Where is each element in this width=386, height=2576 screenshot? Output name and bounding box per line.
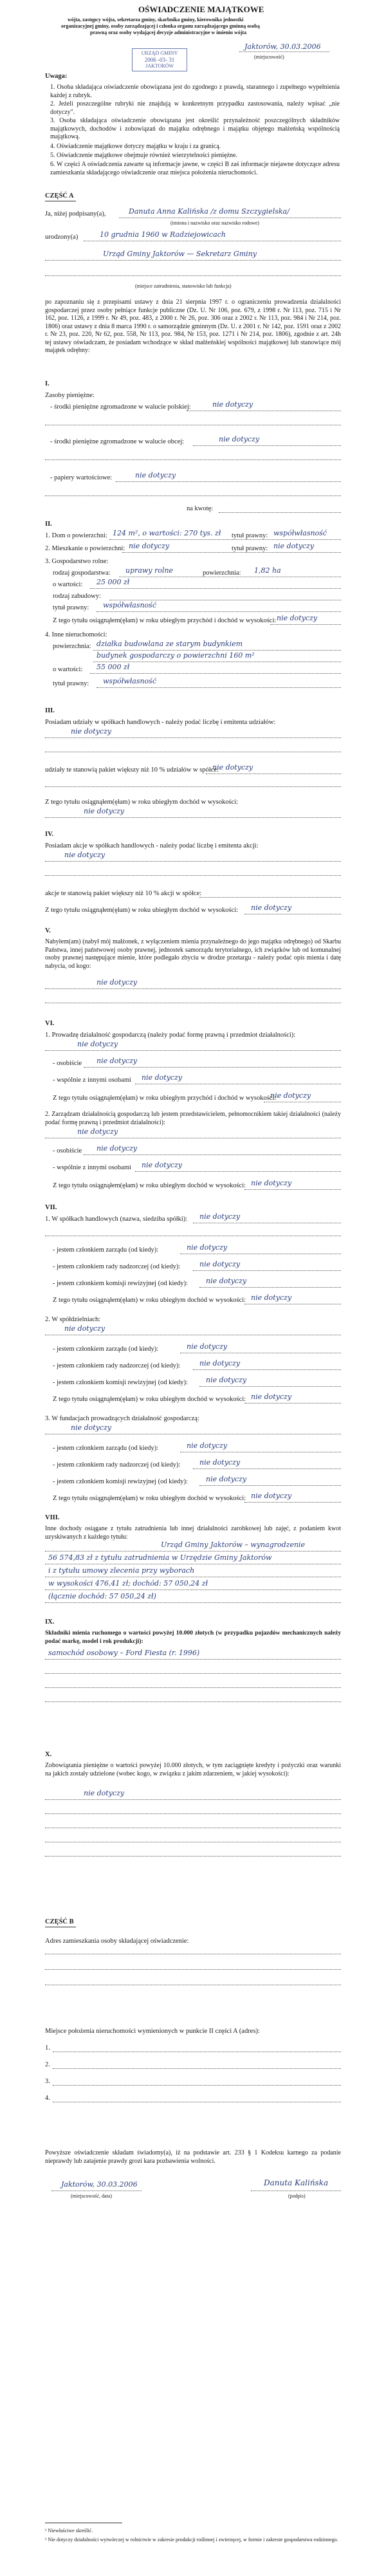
section-vii-2-rewizyjna-value: nie dotyczy bbox=[206, 1376, 247, 1384]
section-vi-1-osobiscie-value: nie dotyczy bbox=[96, 1057, 138, 1065]
employment-caption: (miejsce zatrudnienia, stanowisko lub funkcja) bbox=[135, 283, 232, 289]
uwaga-item-1: 1. Osoba składająca oświadczenie obowiązana jest do zgodnego z prawdą, starannego i zupełnego wypełnienia każdej z rubryk. bbox=[50, 84, 340, 99]
section-vii-1-value: nie dotyczy bbox=[199, 1212, 241, 1221]
miejsce-item-4: 4. bbox=[45, 2095, 50, 2102]
section-iii-value: nie dotyczy bbox=[71, 727, 112, 736]
gospodarstwo-pow-label: powierzchnia: bbox=[203, 570, 241, 577]
section-viii-value-2: 56 574,83 zł z tytułu zatrudnienia w Urzędzie Gminy Jaktorów bbox=[48, 1553, 272, 1562]
miejsce-label: Miejsce położenia nieruchomości wymienionych w punkcie II części A (adres): bbox=[45, 2028, 260, 2035]
gospodarstwo-pow-value: 1,82 ha bbox=[254, 566, 281, 575]
section-iv-text: Posiadam akcje w spółkach handlowych - należy podać liczbę i emitenta akcji: bbox=[45, 842, 259, 849]
dom-tytul-label: tytuł prawny: bbox=[232, 532, 268, 539]
section-vii-1-zarzad-value: nie dotyczy bbox=[187, 1243, 228, 1252]
section-viii-value-5: (łącznie dochód: 57 050,24 zł) bbox=[48, 1592, 156, 1600]
document-title: OŚWIADCZENIE MAJĄTKOWE bbox=[138, 5, 264, 14]
section-iv-dochod: Z tego tytułu osiągnąłem(ęłam) w roku ubiegłym dochód w wysokości: bbox=[45, 907, 239, 914]
section-viii-value-4: w wysokości 476,41 zł; dochód: 57 050,24 zł bbox=[48, 1579, 208, 1588]
section-v-value: nie dotyczy bbox=[96, 978, 138, 987]
section-vi-2-dochod: Z tego tytułu osiągnąłem(ęłam) w roku ubiegłym dochód w wysokości: bbox=[53, 1182, 246, 1189]
section-vi-1-dochod: Z tego tytułu osiągnąłem(ęłam) w roku ubiegłym przychód i dochód w wysokości: bbox=[53, 1095, 277, 1102]
uwaga-label: Uwaga: bbox=[45, 73, 68, 80]
dom-value: 124 m², o wartości: 270 tys. zł bbox=[113, 529, 221, 537]
subtitle-line-2: organizacyjnej gminy, osoby zarządzającej i członka organu zarządzającego gminną osobą bbox=[61, 23, 260, 29]
srodki-obca-value: nie dotyczy bbox=[219, 435, 260, 443]
part-a-heading: CZĘŚĆ A bbox=[45, 192, 74, 199]
adres-label: Adres zamieszkania osoby składającej oświadczenie: bbox=[45, 1938, 189, 1945]
section-x-value: nie dotyczy bbox=[84, 1789, 125, 1797]
section-vii-1-rada-value: nie dotyczy bbox=[199, 1260, 241, 1268]
section-vii-2-text: 2. W spółdzielniach: bbox=[45, 1316, 101, 1323]
section-vii-2-rada-value: nie dotyczy bbox=[199, 1359, 241, 1367]
section-vi-2-wspolnie: - wspólnie z innymi osobami bbox=[53, 1164, 131, 1171]
signature: Danuta Kalińska bbox=[264, 2178, 329, 2187]
miejsce-item-1: 1. bbox=[45, 2044, 50, 2052]
section-vi-2-osobiscie-value: nie dotyczy bbox=[96, 1144, 138, 1153]
section-iii-pakiet: udziały te stanowią pakiet większy niż 10 % udziałów w spółce: bbox=[45, 766, 219, 774]
section-vii-2-dochod: Z tego tytułu osiągnąłem(ęłam) w roku ubiegłym dochód w wysokości: bbox=[53, 1396, 246, 1403]
section-x-heading: X. bbox=[45, 1751, 52, 1758]
section-vii-2-dochod-value: nie dotyczy bbox=[251, 1393, 292, 1401]
zabudowa-label: rodzaj zabudowy: bbox=[53, 593, 101, 600]
place-date-caption: (miejscowość) bbox=[254, 54, 284, 60]
section-v-heading: V. bbox=[45, 927, 51, 934]
section-vi-1-value: nie dotyczy bbox=[77, 1040, 118, 1048]
ja-label: Ja, niżej podpisany(a), bbox=[45, 210, 106, 218]
inne-pow-value-2: budynek gospodarczy o powierzchni 160 m² bbox=[96, 651, 255, 660]
section-ix-value: samochód osobowy – Ford Fiesta (r. 1996) bbox=[48, 1649, 200, 1657]
section-viii-text: Inne dochody osiągane z tytułu zatrudnienia lub innej działalności zarobkowej lub zajęć, z podaniem kwot uzyskiwanych z każdego tytułu: bbox=[45, 1525, 341, 1541]
section-vi-1-dochod-value: nie dotyczy bbox=[270, 1091, 311, 1100]
gospodarstwo-tytul-value: współwłasność bbox=[103, 601, 156, 609]
inne-tytul-label: tytuł prawny: bbox=[53, 680, 89, 687]
inne-nieruchomosci-label: 4. Inne nieruchomości: bbox=[45, 631, 107, 638]
section-vii-3-rada-value: nie dotyczy bbox=[199, 1458, 241, 1467]
miejsce-item-2: 2. bbox=[45, 2061, 50, 2068]
srodki-pln-label: - środki pieniężne zgromadzone w walucie polskiej: bbox=[50, 403, 191, 411]
final-statement: Powyższe oświadczenie składam świadomy(a), iż na podstawie art. 233 § 1 Kodeksu karnego za podanie nieprawdy lub zatajenie prawdy grozi kara pozbawienia wolności. bbox=[45, 2149, 341, 2165]
section-vi-2-value: nie dotyczy bbox=[77, 1127, 118, 1136]
uwaga-item-5: 5. Oświadczenie majątkowe obejmuje również wierzytelności pieniężne. bbox=[50, 152, 237, 159]
section-iv-value: nie dotyczy bbox=[64, 851, 106, 859]
section-iv-pakiet: akcje te stanowią pakiet większy niż 10 % akcji w spółce: bbox=[45, 890, 202, 897]
section-iii-heading: III. bbox=[45, 707, 55, 714]
section-vi-2-dochod-value: nie dotyczy bbox=[251, 1179, 292, 1187]
miejsce-item-3: 3. bbox=[45, 2078, 50, 2085]
section-iv-dochod-value: nie dotyczy bbox=[251, 903, 292, 912]
uwaga-item-3: 3. Osoba składająca oświadczenie obowiązana jest określić przynależność poszczególnych składników majątkowych, dochodów i zobowiązań do majątku odrębnego i majątku objętego małżeńską wspólnością majątkową. bbox=[50, 117, 340, 140]
gospodarstwo-rodzaj-value: uprawy rolne bbox=[125, 566, 174, 575]
section-i-heading: I. bbox=[45, 380, 50, 387]
section-vii-heading: VII. bbox=[45, 1204, 57, 1211]
section-viii-value-3: i z tytułu umowy zlecenia przy wyborach bbox=[48, 1566, 195, 1575]
section-iii-text: Posiadam udziały w spółkach handlowych - należy podać liczbę i emitenta udziałów: bbox=[45, 719, 276, 726]
na-kwote-label: na kwotę: bbox=[187, 505, 214, 512]
section-vi-heading: VI. bbox=[45, 1020, 55, 1027]
section-v-text: Nabyłem(am) (nabył mój małżonek, z wyłączeniem mienia przynależnego do jego majątku odrębnego) od Skarbu Państwa, innej państwowej osoby prawnej, jednostek samorządu terytorialnego, ich związków lub od komunalnej osoby prawnej następujące mienie, które podlegało zbyciu w drodze przetargu - należy podać opis mienia i datę nabycia, od kogo: bbox=[45, 938, 341, 970]
section-vii-3-value: nie dotyczy bbox=[71, 1423, 112, 1432]
uwaga-item-2: 2. Jeżeli poszczególne rubryki nie znajdują w konkretnym przypadku zastosowania, należy wpisać „nie dotyczy". bbox=[50, 100, 340, 116]
section-ix-heading: IX. bbox=[45, 1618, 55, 1626]
zasoby-label: Zasoby pieniężne: bbox=[45, 392, 95, 399]
section-vii-3-zarzad-value: nie dotyczy bbox=[187, 1441, 228, 1450]
gospodarstwo-tytul-label: tytuł prawny: bbox=[53, 604, 89, 611]
uwaga-item-6: 6. W części A oświadczenia zawarte są informacje jawne, w części B zaś informacje niejawne dotyczące adresu zamieszkania składającego oświadczenie oraz miejsca położenia nieruchomości. bbox=[50, 161, 340, 176]
section-vi-1-osobiscie: - osobiście bbox=[53, 1060, 82, 1067]
intro-paragraph: po zapoznaniu się z przepisami ustawy z dnia 21 sierpnia 1997 r. o ograniczeniu prowadzenia działalności gospodarczej przez osoby pełniące funkcje publiczne (Dz. U. Nr 106, poz. 679, z 1998 r. Nr 113, poz. 715 i Nr 162, poz. 1126, z 1999 r. Nr 49, poz. 483, z 2000 r. Nr 26, poz. 306 oraz z 2002 r. Nr 113, poz. 984 i Nr 214, poz. 1806) oraz ustawy z dnia 8 marca 1990 r. o samorządzie gminnym (Dz. U. z 2001 r. Nr 142, poz. 1591 oraz z 2002 r. Nr 23, poz. 220, Nr 62, poz. 558, Nr 113, poz. 984, Nr 153, poz. 1271 i Nr 214, poz. 1806), zgodnie z art. 24h tej ustawy oświadczam, że posiadam wchodzące w skład małżeńskiej wspólności majątkowej lub stanowiące mój majątek odrębny: bbox=[45, 299, 341, 354]
section-vii-2-value: nie dotyczy bbox=[64, 1324, 106, 1333]
section-vii-3-rewizyjna-value: nie dotyczy bbox=[206, 1475, 247, 1483]
section-vii-2-zarzad-value: nie dotyczy bbox=[187, 1342, 228, 1351]
srodki-obca-label: - środki pieniężne zgromadzone w walucie obcej: bbox=[50, 438, 185, 445]
uwaga-item-4: 4. Oświadczenie majątkowe dotyczy majątku w kraju i za granicą. bbox=[50, 143, 221, 150]
signature-place-date-value: Jaktorów, 30.03.2006 bbox=[61, 2180, 138, 2189]
section-vii-2-zarzad: - jestem członkiem zarządu (od kiedy): bbox=[53, 1346, 159, 1353]
section-vi-2-osobiscie: - osobiście bbox=[53, 1147, 82, 1154]
gospodarstwo-dochod-label: Z tego tytułu osiągnąłem(ęłam) w roku ubiegłym przychód i dochód w wysokości: bbox=[53, 617, 277, 624]
dom-label: 1. Dom o powierzchni: bbox=[45, 532, 107, 539]
employment-value: Urząd Gminy Jaktorów — Sekretarz Gminy bbox=[103, 250, 257, 258]
section-iv-heading: IV. bbox=[45, 831, 53, 838]
place-date-value: Jaktorów, 30.03.2006 bbox=[244, 42, 321, 51]
part-b-heading: CZĘŚĆ B bbox=[45, 1918, 74, 1925]
inne-pow-label: powierzchnia: bbox=[53, 643, 91, 650]
gospodarstwo-wart-value: 25 000 zł bbox=[96, 578, 130, 586]
received-stamp: URZĄD GMINY 2006 -03- 31 JAKTORÓW bbox=[132, 48, 187, 71]
inne-pow-value: działka budowlana ze starym budynkiem bbox=[96, 640, 243, 648]
section-vii-1-rada: - jestem członkiem rady nadzorczej (od kiedy): bbox=[53, 1263, 181, 1270]
section-vi-2-text: 2. Zarządzam działalnością gospodarczą lub jestem przedstawicielem, pełnomocnikiem takiej działalności (należy podać formę prawną i przedmiot działalności): bbox=[45, 1111, 341, 1126]
section-vii-2-rada: - jestem członkiem rady nadzorczej (od kiedy): bbox=[53, 1362, 181, 1369]
mieszkanie-tytul-value: nie dotyczy bbox=[273, 542, 315, 550]
mieszkanie-label: 2. Mieszkanie o powierzchni: bbox=[45, 545, 125, 552]
section-viii-heading: VIII. bbox=[45, 1514, 60, 1521]
section-vii-1-text: 1. W spółkach handlowych (nazwa, siedziba spółki): bbox=[45, 1216, 188, 1223]
ja-caption: (imiona i nazwisko oraz nazwisko rodowe) bbox=[170, 220, 259, 226]
section-vii-1-zarzad: - jestem członkiem zarządu (od kiedy): bbox=[53, 1246, 159, 1254]
dom-tytul-value: współwłasność bbox=[273, 529, 327, 537]
ja-value: Danuta Anna Kalińska /z domu Szczygielska/ bbox=[129, 207, 290, 216]
inne-wart-value: 55 000 zł bbox=[96, 663, 130, 671]
section-vi-1-wspolnie-value: nie dotyczy bbox=[142, 1073, 183, 1082]
footnote-1: ¹ Niewłaściwe skreślić. bbox=[45, 2528, 93, 2534]
section-vi-2-wspolnie-value: nie dotyczy bbox=[142, 1161, 183, 1169]
section-vi-1-text: 1. Prowadzę działalność gospodarczą (należy podać formę prawną i przedmiot działalności): bbox=[45, 1032, 296, 1039]
inne-wart-label: o wartości: bbox=[53, 666, 83, 673]
section-vii-3-dochod-value: nie dotyczy bbox=[251, 1492, 292, 1500]
subtitle-line-3: prawną oraz osoby wydającej decyzje administracyjne w imieniu wójta bbox=[90, 30, 247, 35]
signature-caption: (podpis) bbox=[288, 2193, 306, 2199]
gospodarstwo-wart-label: o wartości: bbox=[53, 581, 83, 588]
section-vii-3-rewizyjna: - jestem członkiem komisji rewizyjnej (od kiedy): bbox=[53, 1478, 188, 1485]
section-iii-dochod-value: nie dotyczy bbox=[84, 807, 125, 815]
subtitle-line-1: wójta, zastępcy wójta, sekretarza gminy, skarbnika gminy, kierownika jednostki bbox=[68, 17, 244, 23]
inne-tytul-value: współwłasność bbox=[103, 677, 156, 685]
papiery-value: nie dotyczy bbox=[135, 471, 176, 479]
section-vi-1-wspolnie: - wspólnie z innymi osobami bbox=[53, 1077, 131, 1084]
papiery-label: - papiery wartościowe: bbox=[50, 474, 113, 481]
section-vii-3-text: 3. W fundacjach prowadzących działalność gospodarczą: bbox=[45, 1415, 199, 1422]
footnote-2: ² Nie dotyczy działalności wytwórczej w rolnictwie w zakresie produkcji roślinnej i zwierzęcej, w formie i zakresie gospodarstwa rodzinnego. bbox=[45, 2537, 338, 2543]
mieszkanie-value: nie dotyczy bbox=[129, 542, 170, 550]
gospodarstwo-label: 3. Gospodarstwo rolne: bbox=[45, 558, 109, 565]
section-vii-1-dochod: Z tego tytułu osiągnąłem(ęłam) w roku ubiegłym dochód w wysokości: bbox=[53, 1297, 246, 1304]
section-vii-3-rada: - jestem członkiem rady nadzorczej (od kiedy): bbox=[53, 1461, 181, 1469]
born-value: 10 grudnia 1960 w Radziejowicach bbox=[100, 230, 226, 239]
section-vii-1-dochod-value: nie dotyczy bbox=[251, 1293, 292, 1302]
section-x-text: Zobowiązania pieniężne o wartości powyżej 10.000 złotych, w tym zaciągnięte kredyty i pożyczki oraz warunki na jakich zostały udzielone (wobec kogo, w związku z jakim zdarzeniem, w jakiej wysokości): bbox=[45, 1762, 341, 1777]
section-ix-text: Składniki mienia ruchomego o wartości powyżej 10.000 złotych (w przypadku pojazdów mechanicznych należy podać markę, model i rok produkcji): bbox=[45, 1630, 341, 1645]
section-iii-dochod: Z tego tytułu osiągnąłem(ęłam) w roku ubiegłym dochód w wysokości: bbox=[45, 799, 239, 806]
mieszkanie-tytul-label: tytuł prawny: bbox=[232, 545, 268, 552]
section-vii-1-rewizyjna-value: nie dotyczy bbox=[206, 1277, 247, 1285]
signature-place-date-caption: (miejscowość, data) bbox=[71, 2193, 112, 2199]
section-viii-value-1: Urząd Gminy Jaktorów – wynagrodzenie bbox=[161, 1541, 306, 1549]
section-ii-heading: II. bbox=[45, 521, 52, 528]
section-iii-pakiet-value: nie dotyczy bbox=[212, 763, 253, 772]
section-vii-1-rewizyjna: - jestem członkiem komisji rewizyjnej (od kiedy): bbox=[53, 1280, 188, 1287]
gospodarstwo-dochod-value: nie dotyczy bbox=[277, 614, 318, 622]
srodki-pln-value: nie dotyczy bbox=[212, 400, 253, 409]
section-vii-2-rewizyjna: - jestem członkiem komisji rewizyjnej (od kiedy): bbox=[53, 1379, 188, 1386]
born-label: urodzony(a) bbox=[45, 234, 78, 241]
section-vii-3-dochod: Z tego tytułu osiągnąłem(ęłam) w roku ubiegłym dochód w wysokości: bbox=[53, 1495, 246, 1502]
section-vii-3-zarzad: - jestem członkiem zarządu (od kiedy): bbox=[53, 1445, 159, 1452]
gospodarstwo-rodzaj-label: rodzaj gospodarstwa: bbox=[53, 570, 111, 577]
